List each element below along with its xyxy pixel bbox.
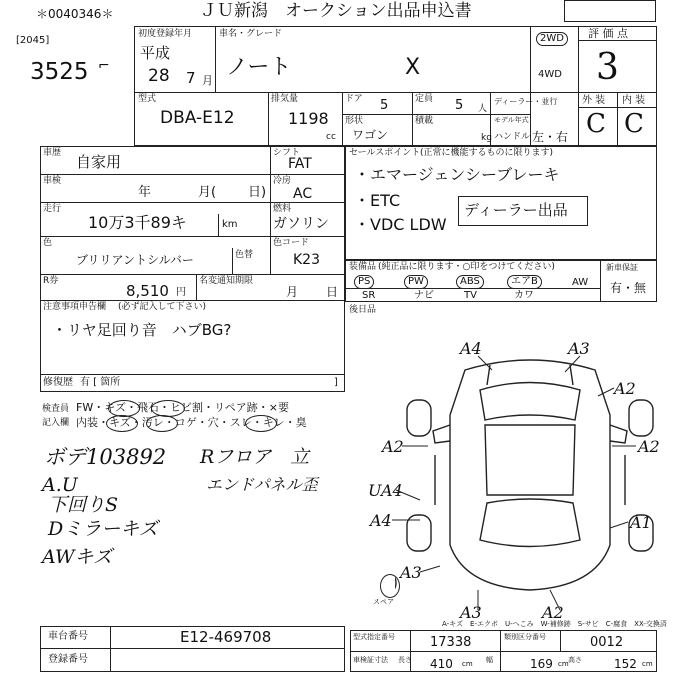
equip-pw: PW — [404, 275, 428, 289]
form-title: ＪＵ新潟 オークション出品申込書 — [200, 1, 472, 21]
interior-label: 内 装 — [622, 95, 646, 106]
hand-note-right-2: エンドパネル歪 — [206, 475, 318, 494]
ac-label: 冷房 — [273, 176, 292, 186]
mark-ua4: UA4 — [368, 481, 403, 500]
model-year-label: モデル年式 — [494, 116, 529, 124]
notes-hint: (必ず記入して下さい) — [118, 302, 207, 312]
newcar-value: 有・無 — [610, 281, 647, 295]
equip-sr: SR — [362, 290, 376, 301]
era: 平成 — [140, 44, 171, 62]
class-number: 0012 — [590, 635, 624, 650]
lot-number: 3525 — [30, 59, 89, 85]
color: ブリリアントシルバー — [76, 253, 194, 267]
equipment-hint: (純正品に限ります・○印をつけてください) — [378, 262, 555, 272]
mileage: 10万3千89キ — [88, 213, 187, 232]
inspector-label: 検査員 — [42, 404, 70, 414]
inspect-year: 年 — [138, 185, 152, 200]
color-change-label: 色替 — [235, 250, 254, 260]
notice-day: 日 — [326, 285, 339, 299]
reg-month: 7 — [186, 69, 196, 87]
mark-a2-right: A2 — [638, 437, 660, 456]
length-label: 長さ — [398, 656, 412, 664]
capacity-unit: 人 — [478, 104, 488, 114]
mark-a2-hidden: A2 — [620, 412, 622, 413]
sales-hint: (正常に機能するものに限ります) — [420, 148, 554, 158]
reg-month-unit: 月 — [202, 74, 213, 87]
width: 169 — [530, 657, 553, 671]
usage: 自家用 — [76, 153, 122, 171]
type-spec-label: 型式指定番号 — [353, 633, 395, 641]
fuel-label: 燃料 — [273, 204, 292, 214]
vehicle-type: DBA-E12 — [160, 108, 235, 128]
sales-item-1: ・エマージェンシーブレーキ — [354, 165, 560, 184]
hand-note-5: AWキズ — [42, 546, 113, 568]
steering-label: ハンドル — [494, 132, 531, 142]
equipment-label: 装備品 — [349, 262, 377, 272]
drive-2wd: 2WD — [536, 32, 568, 46]
equip-leather: カワ — [514, 290, 534, 301]
newcar-label: 新車保証 — [606, 263, 638, 272]
fuel: ガソリン — [273, 216, 329, 232]
chassis-number: E12-469708 — [180, 628, 272, 646]
dims-label: 車検証寸法 — [353, 656, 388, 664]
hand-note-2: A.U — [42, 474, 78, 496]
color-code-label: 色コード — [273, 238, 310, 248]
hand-note-1: ボデ103892 — [44, 445, 167, 469]
repair-end: ] — [334, 377, 338, 388]
document-number: ＊0040346＊ — [36, 7, 114, 21]
drive-4wd: 4WD — [538, 69, 562, 80]
inspect-day: 日) — [248, 185, 267, 200]
exterior-label: 外 装 — [582, 95, 606, 106]
notice-label: 名変通知期限 — [199, 276, 254, 286]
dealer-box-label: ディーラー出品 — [464, 201, 568, 219]
width-label: 幅 — [486, 656, 493, 664]
equip-aw: AW — [572, 277, 589, 288]
check-row-1: FW・キズ・飛石・ヒビ割・リペア跡・×要 — [76, 401, 289, 414]
capacity-label: 定員 — [415, 94, 434, 104]
hand-note-4: Dミラーキズ — [48, 518, 158, 540]
usage-label: 車歴 — [43, 148, 62, 158]
height-unit: cm — [642, 660, 653, 668]
width-unit: cm — [558, 660, 569, 668]
equip-navi: ナビ — [414, 290, 434, 301]
sales-item-2: ・ETC — [354, 191, 401, 210]
spare-label: スペア — [373, 598, 394, 606]
inspect-label: 車検 — [43, 176, 62, 186]
shape-label: 形状 — [345, 116, 364, 126]
displacement-unit: cc — [326, 132, 336, 142]
color-code: K23 — [293, 252, 320, 268]
equip-ps: PS — [354, 275, 374, 289]
first-reg-label: 初度登録年月 — [138, 29, 193, 39]
notes-label: 注意事項申告欄 — [43, 302, 107, 312]
shift: FAT — [288, 156, 312, 172]
mark-a2-left: A2 — [382, 437, 404, 456]
sales-item-3: ・VDC LDW — [354, 215, 447, 234]
entry-label: 記入欄 — [42, 418, 70, 428]
type-spec-number: 17338 — [430, 635, 472, 650]
class-label: 類別区分番号 — [504, 633, 546, 641]
lot-prefix: [2045] — [16, 35, 50, 46]
mark-a3-left: A3 — [400, 563, 422, 582]
tax-label: R券 — [43, 276, 59, 286]
tax-unit: 円 — [176, 287, 186, 298]
mileage-unit: km — [222, 219, 238, 230]
mark-a1: A1 — [630, 513, 652, 532]
notes-text: ・リヤ足回り音 ハブBG? — [52, 321, 232, 339]
displacement: 1198 — [288, 109, 329, 128]
doors: 5 — [380, 98, 389, 113]
height: 152 — [614, 657, 637, 671]
check-row-2: 内装・キズ・汚レ・コゲ・穴・スレ・キレ・臭 — [76, 416, 307, 429]
chassis-label: 車台番号 — [48, 631, 88, 642]
doors-label: ドア — [345, 94, 363, 104]
dealer-label: ディーラー・並行 — [494, 97, 558, 106]
grade: X — [405, 55, 421, 80]
mark-a3-top: A3 — [568, 339, 590, 358]
model-label: 車名・グレード — [219, 29, 283, 39]
height-label: 高さ — [568, 656, 582, 664]
tax-amount: 8,510 — [126, 282, 169, 300]
color-label: 色 — [43, 238, 53, 248]
type-label: 型式 — [138, 94, 157, 104]
rear-items-label: 後日品 — [349, 305, 377, 315]
capacity: 5 — [455, 98, 464, 113]
hand-note-right-1: Rフロア 立 — [200, 446, 310, 468]
score: 3 — [596, 47, 619, 88]
reg-year: 28 — [148, 66, 170, 86]
hand-note-3: 下回りS — [48, 494, 119, 516]
model-name: ノート — [226, 55, 292, 80]
inspect-month: 月( — [198, 185, 217, 200]
length-unit: cm — [462, 660, 473, 668]
mark-a3-bottom: A3 — [460, 603, 482, 622]
mark-a2-right-top: A2 — [614, 379, 636, 398]
repair-value: 有 [ 箇所 — [80, 377, 121, 388]
mark-a4-left: A4 — [370, 511, 392, 530]
air-con: AC — [293, 186, 313, 202]
exterior-grade: C — [586, 109, 606, 139]
notice-month: 月 — [286, 285, 299, 299]
repair-label: 修復歴 — [43, 377, 73, 388]
registration-label: 登録番号 — [48, 654, 88, 665]
damage-legend: A-キズ E-エクボ U-へこみ W-補修跡 S-サビ C-腐食 XX-交換済 — [442, 620, 667, 628]
score-label: 評 価 点 — [588, 27, 628, 40]
length: 410 — [430, 657, 453, 671]
mileage-label: 走行 — [43, 204, 62, 214]
steering: 左・右 — [532, 130, 569, 144]
mark-a2-bottom: A2 — [542, 603, 564, 622]
mark-a4-top: A4 — [460, 339, 482, 358]
sales-label: セールスポイント — [349, 148, 421, 158]
shape: ワゴン — [352, 128, 389, 142]
load-label: 積載 — [415, 116, 434, 126]
load-unit: kg — [481, 133, 492, 143]
interior-grade: C — [624, 109, 644, 139]
equip-abs: ABS — [456, 275, 484, 289]
equip-tv: TV — [464, 290, 477, 301]
equip-airbag: エアB — [507, 275, 542, 289]
shift-label: シフト — [273, 148, 301, 158]
lot-mark: ⌐ — [98, 58, 110, 74]
displacement-label: 排気量 — [271, 94, 299, 104]
